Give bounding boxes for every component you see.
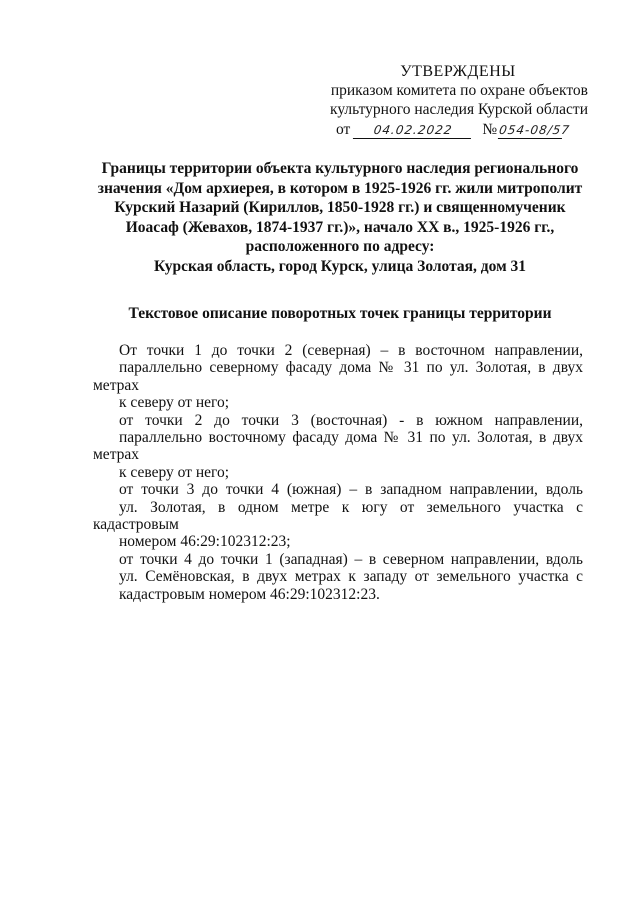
paragraph-line: к северу от него; bbox=[119, 463, 230, 481]
paragraph-line: номером 46:29:102312:23; bbox=[119, 533, 291, 551]
paragraph-line: к северу от него; bbox=[119, 394, 230, 412]
boundary-paragraph bbox=[93, 342, 583, 412]
paragraph-line: ул. Золотая, в одном метре к югу от земельного участка с кадастровым bbox=[93, 498, 583, 534]
paragraph-line: параллельно восточному фасаду дома № 31 по ул. Золотая, в двух метрах bbox=[93, 429, 583, 464]
handwritten-date: 04.02.2022 bbox=[353, 123, 473, 139]
paragraph-line: ул. Семёновская, в двух метрах к западу от земельного участка с bbox=[119, 568, 583, 586]
title-line: Границы территории объекта культурного наследия регионального bbox=[101, 160, 579, 177]
date-prefix: от bbox=[336, 121, 351, 138]
handwritten-number: 054-08/57 bbox=[498, 123, 572, 137]
approval-title: УТВЕРЖДЕНЫ bbox=[400, 63, 516, 80]
paragraph-line: кадастровым номером 46:29:102312:23. bbox=[119, 585, 380, 603]
paragraph-line: параллельно северному фасаду дома № 31 по ул. Золотая, в двух метрах bbox=[93, 359, 583, 394]
number-prefix: № bbox=[482, 121, 498, 138]
title-line: расположенного по адресу: bbox=[245, 238, 435, 255]
paragraph-line: от точки 2 до точки 3 (восточная) - в южном направлении, bbox=[119, 411, 583, 429]
boundary-paragraph bbox=[93, 551, 583, 603]
document-title bbox=[80, 159, 600, 276]
boundary-paragraph bbox=[93, 412, 583, 482]
title-line: Курский Назарий (Кириллов, 1850-1928 гг.) и священномученик bbox=[114, 199, 566, 216]
section-heading: Текстовое описание поворотных точек границы территории bbox=[128, 305, 552, 322]
approval-date-line bbox=[318, 120, 588, 139]
title-line: значения «Дом архиерея, в котором в 1925-1926 гг. жили митрополит bbox=[97, 179, 583, 197]
boundary-paragraph bbox=[93, 481, 583, 551]
paragraph-line: От точки 1 до точки 2 (северная) – в восточном направлении, bbox=[119, 342, 583, 359]
title-line: Курская область, город Курск, улица Золотая, дом 31 bbox=[153, 257, 527, 275]
boundary-description bbox=[93, 342, 583, 603]
approval-line-1: приказом комитета по охране объектов bbox=[330, 82, 588, 99]
paragraph-line: от точки 4 до точки 1 (западная) – в северном направлении, вдоль bbox=[119, 550, 583, 568]
approval-line-2: культурного наследия Курской области bbox=[330, 101, 588, 118]
approval-block bbox=[318, 62, 588, 139]
paragraph-line: от точки 3 до точки 4 (южная) – в западном направлении, вдоль bbox=[119, 481, 583, 499]
title-line: Иоасаф (Жевахов, 1874-1937 гг.)», начало XX в., 1925-1926 гг., bbox=[125, 218, 555, 236]
